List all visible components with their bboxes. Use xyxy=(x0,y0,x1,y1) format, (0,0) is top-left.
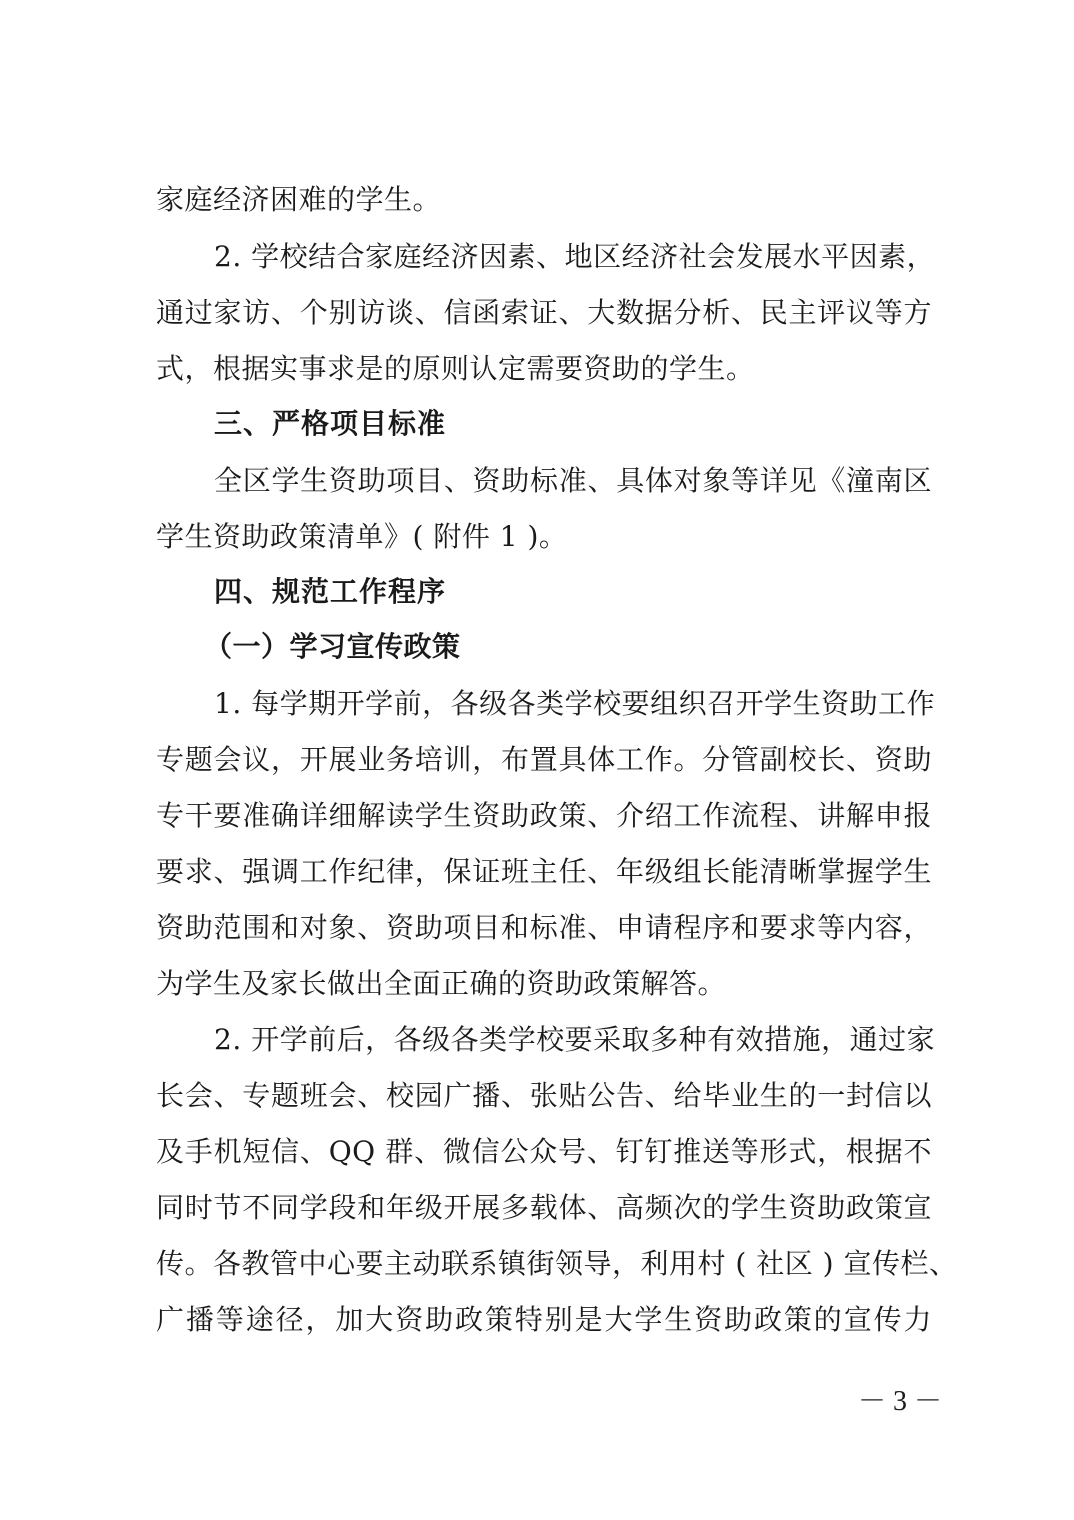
page-number: － 3 － xyxy=(858,1386,943,1417)
subsection-heading: （一）学习宣传政策 xyxy=(204,630,461,663)
paragraph-line: 式，根据实事求是的原则认定需要资助的学生。 xyxy=(156,352,755,385)
paragraph-line: 要求、强调工作纪律，保证班主任、年级组长能清晰掌握学生 xyxy=(156,855,932,888)
paragraph-line: 家庭经济困难的学生。 xyxy=(156,183,442,216)
paragraph-line: 广播等途径，加大资助政策特别是大学生资助政策的宣传力 xyxy=(156,1303,932,1336)
paragraph-line: 2. 开学前后，各级各类学校要采取多种有效措施，通过家 xyxy=(214,1023,936,1056)
paragraph-line: 2. 学校结合家庭经济因素、地区经济社会发展水平因素， xyxy=(214,240,936,273)
paragraph-line: 专干要准确详细解读学生资助政策、介绍工作流程、讲解申报 xyxy=(156,799,932,832)
paragraph-line: 学生资助政策清单》( 附件 1 )。 xyxy=(156,520,568,553)
section-heading: 四、规范工作程序 xyxy=(214,575,447,608)
paragraph-line: 同时节不同学段和年级开展多载体、高频次的学生资助政策宣 xyxy=(156,1191,932,1224)
paragraph-line: 通过家访、个别访谈、信函索证、大数据分析、民主评议等方 xyxy=(156,296,932,329)
paragraph-line: 资助范围和对象、资助项目和标准、申请程序和要求等内容， xyxy=(156,911,932,944)
section-heading: 三、严格项目标准 xyxy=(214,407,447,440)
paragraph-line: 长会、专题班会、校园广播、张贴公告、给毕业生的一封信以 xyxy=(156,1079,932,1112)
paragraph-line: 1. 每学期开学前，各级各类学校要组织召开学生资助工作 xyxy=(214,687,936,720)
paragraph-line: 专题会议，开展业务培训，布置具体工作。分管副校长、资助 xyxy=(156,743,932,776)
paragraph-line: 为学生及家长做出全面正确的资助政策解答。 xyxy=(156,967,727,1000)
paragraph-line: 及手机短信、QQ 群、微信公众号、钉钉推送等形式，根据不 xyxy=(156,1135,932,1168)
paragraph-line: 传。各教管中心要主动联系镇街领导，利用村 ( 社区 ) 宣传栏、 xyxy=(156,1247,958,1280)
paragraph-line: 全区学生资助项目、资助标准、具体对象等详见《潼南区 xyxy=(214,464,932,497)
